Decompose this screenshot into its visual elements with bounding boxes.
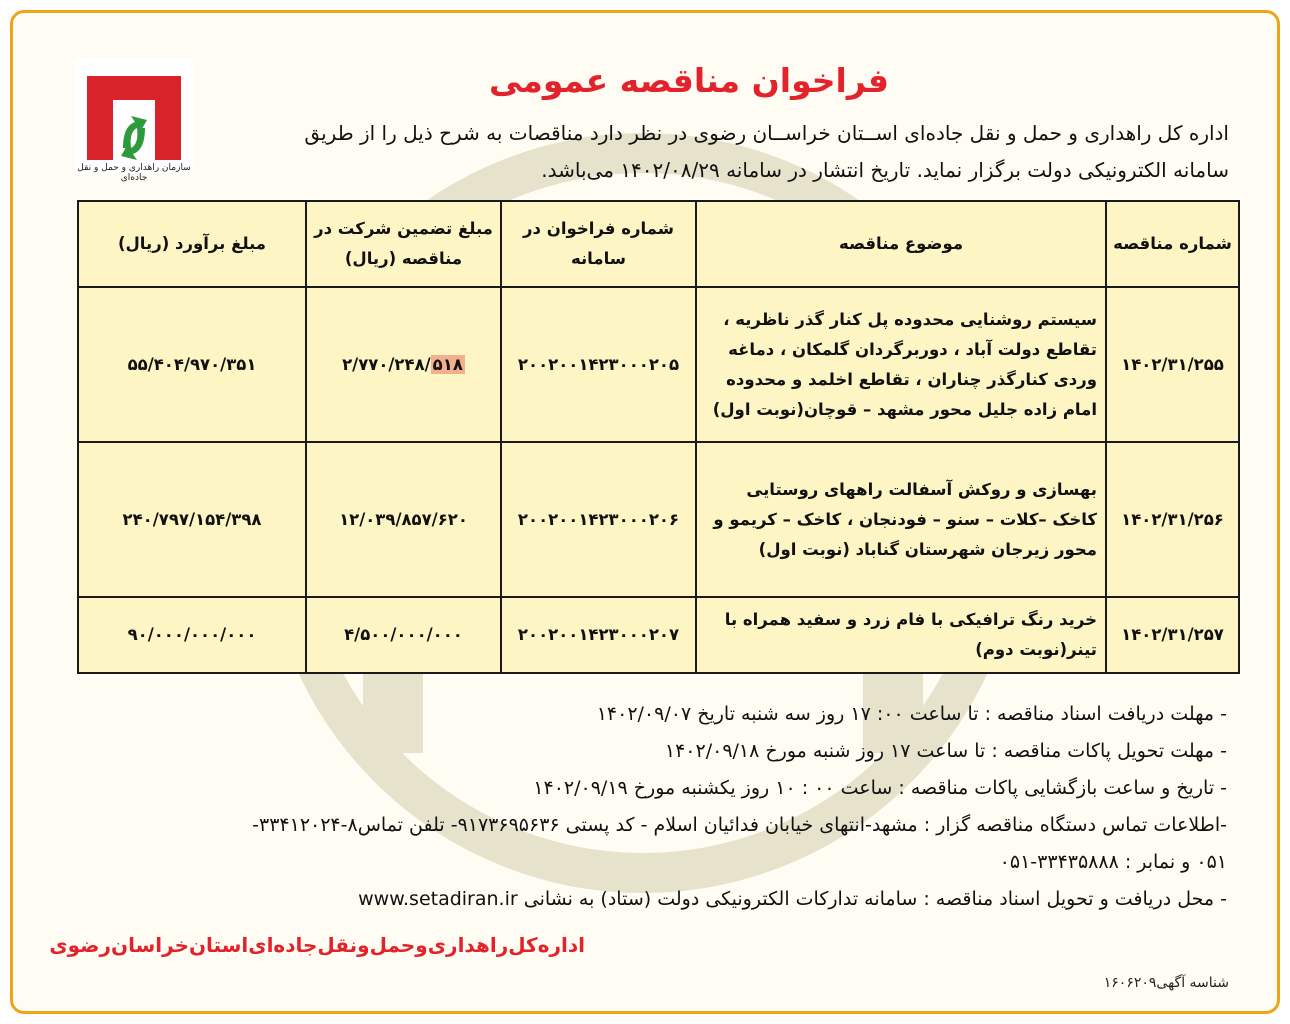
tenders-table — [77, 200, 1240, 674]
guarantee-main: ۲/۷۷۰/۲۴۸/ — [342, 354, 431, 374]
header-call-number: شماره فراخوان در سامانه — [501, 201, 696, 287]
footer-organization: اداره‌کل‌راهداری‌وحمل‌ونقل‌جاده‌ای‌استان‌خراسان‌رضوی — [49, 933, 585, 957]
notice-frame — [10, 10, 1280, 1014]
header-subject: موضوع مناقصه — [696, 201, 1106, 287]
cell-call-number: ۲۰۰۲۰۰۱۴۲۳۰۰۰۲۰۷ — [501, 597, 696, 673]
cell-call-number: ۲۰۰۲۰۰۱۴۲۳۰۰۰۲۰۵ — [501, 287, 696, 442]
cell-subject: بهسازی و روکش آسفالت راههای روستایی کاخک –کلات – سنو – فودنجان ، کاخک – کریمو و محور زیرجان شهرستان گناباد (نوبت اول) — [696, 442, 1106, 597]
guarantee-highlight: ۵۱۸ — [432, 354, 463, 374]
ad-identifier: شناسه آگهی۱۶۰۶۲۰۹ — [1103, 975, 1229, 991]
info-opening-date: - تاریخ و ساعت بازگشایی پاکات مناقصه : ساعت ۰۰ : ۱۰ روز یکشنبه مورخ ۱۴۰۲/۰۹/۱۹ — [533, 777, 1227, 799]
table-row — [78, 597, 1239, 673]
cell-tender-number: ۱۴۰۲/۳۱/۲۵۷ — [1106, 597, 1239, 673]
info-fax: ۰۵۱ و نمابر : ۳۳۴۳۵۸۸۸-۰۵۱ — [999, 851, 1227, 873]
intro-line-1: اداره کل راهداری و حمل و نقل جاده‌ای اســتان خراســان رضوی در نظر دارد مناقصات به شرح ذیل را از طریق — [304, 121, 1229, 145]
cell-guarantee — [306, 287, 501, 442]
info-document-deadline: - مهلت دریافت اسناد مناقصه : تا ساعت ۰۰: ۱۷ روز سه شنبه تاریخ ۱۴۰۲/۰۹/۰۷ — [596, 703, 1227, 725]
page-title: فراخوان مناقصه عمومی — [489, 61, 889, 100]
cell-tender-number: ۱۴۰۲/۳۱/۲۵۶ — [1106, 442, 1239, 597]
cell-guarantee: ۱۲/۰۳۹/۸۵۷/۶۲۰ — [306, 442, 501, 597]
intro-line-2: سامانه الکترونیکی دولت برگزار نماید. تاریخ انتشار در سامانه ۱۴۰۲/۰۸/۲۹ می‌باشد. — [541, 158, 1229, 182]
cell-tender-number: ۱۴۰۲/۳۱/۲۵۵ — [1106, 287, 1239, 442]
header-guarantee: مبلغ تضمین شرکت در مناقصه (ریال) — [306, 201, 501, 287]
table-row — [78, 442, 1239, 597]
header-estimate: مبلغ برآورد (ریال) — [78, 201, 306, 287]
table-row — [78, 287, 1239, 442]
cell-guarantee: ۴/۵۰۰/۰۰۰/۰۰۰ — [306, 597, 501, 673]
info-submission-deadline: - مهلت تحویل پاکات مناقصه : تا ساعت ۱۷ روز شنبه مورخ ۱۴۰۲/۰۹/۱۸ — [664, 740, 1227, 762]
cell-estimate: ۹۰/۰۰۰/۰۰۰/۰۰۰ — [78, 597, 306, 673]
table-header-row — [78, 201, 1239, 287]
logo-caption: سازمان راهداری و حمل و نقل جاده‌ای — [77, 163, 191, 183]
cell-estimate: ۲۴۰/۷۹۷/۱۵۴/۳۹۸ — [78, 442, 306, 597]
cell-call-number: ۲۰۰۲۰۰۱۴۲۳۰۰۰۲۰۶ — [501, 442, 696, 597]
info-website: - محل دریافت و تحویل اسناد مناقصه : سامانه تدارکات الکترونیکی دولت (ستاد) به نشانی www.setadiran.ir — [358, 888, 1227, 910]
info-contact: -اطلاعات تماس دستگاه مناقصه گزار : مشهد-انتهای خیابان فدائیان اسلام - کد پستی ۹۱۷۳۶۹۵۶۳۶- تلفن تماس۸-۳۳۴۱۲۰۲۴- — [252, 814, 1227, 836]
header-tender-number: شماره مناقصه — [1106, 201, 1239, 287]
cell-subject: سیستم روشنایی محدوده پل کنار گذر ناظریه ، تقاطع دولت آباد ، دوربرگردان گلمکان ، دماغه وردی کنارگذر چناران ، تقاطع اخلمد و محدوده امام زاده جلیل محور مشهد – قوچان(نوبت اول) — [696, 287, 1106, 442]
cell-subject: خرید رنگ ترافیکی با فام زرد و سفید همراه با تینر(نوبت دوم) — [696, 597, 1106, 673]
cell-estimate: ۵۵/۴۰۴/۹۷۰/۳۵۱ — [78, 287, 306, 442]
